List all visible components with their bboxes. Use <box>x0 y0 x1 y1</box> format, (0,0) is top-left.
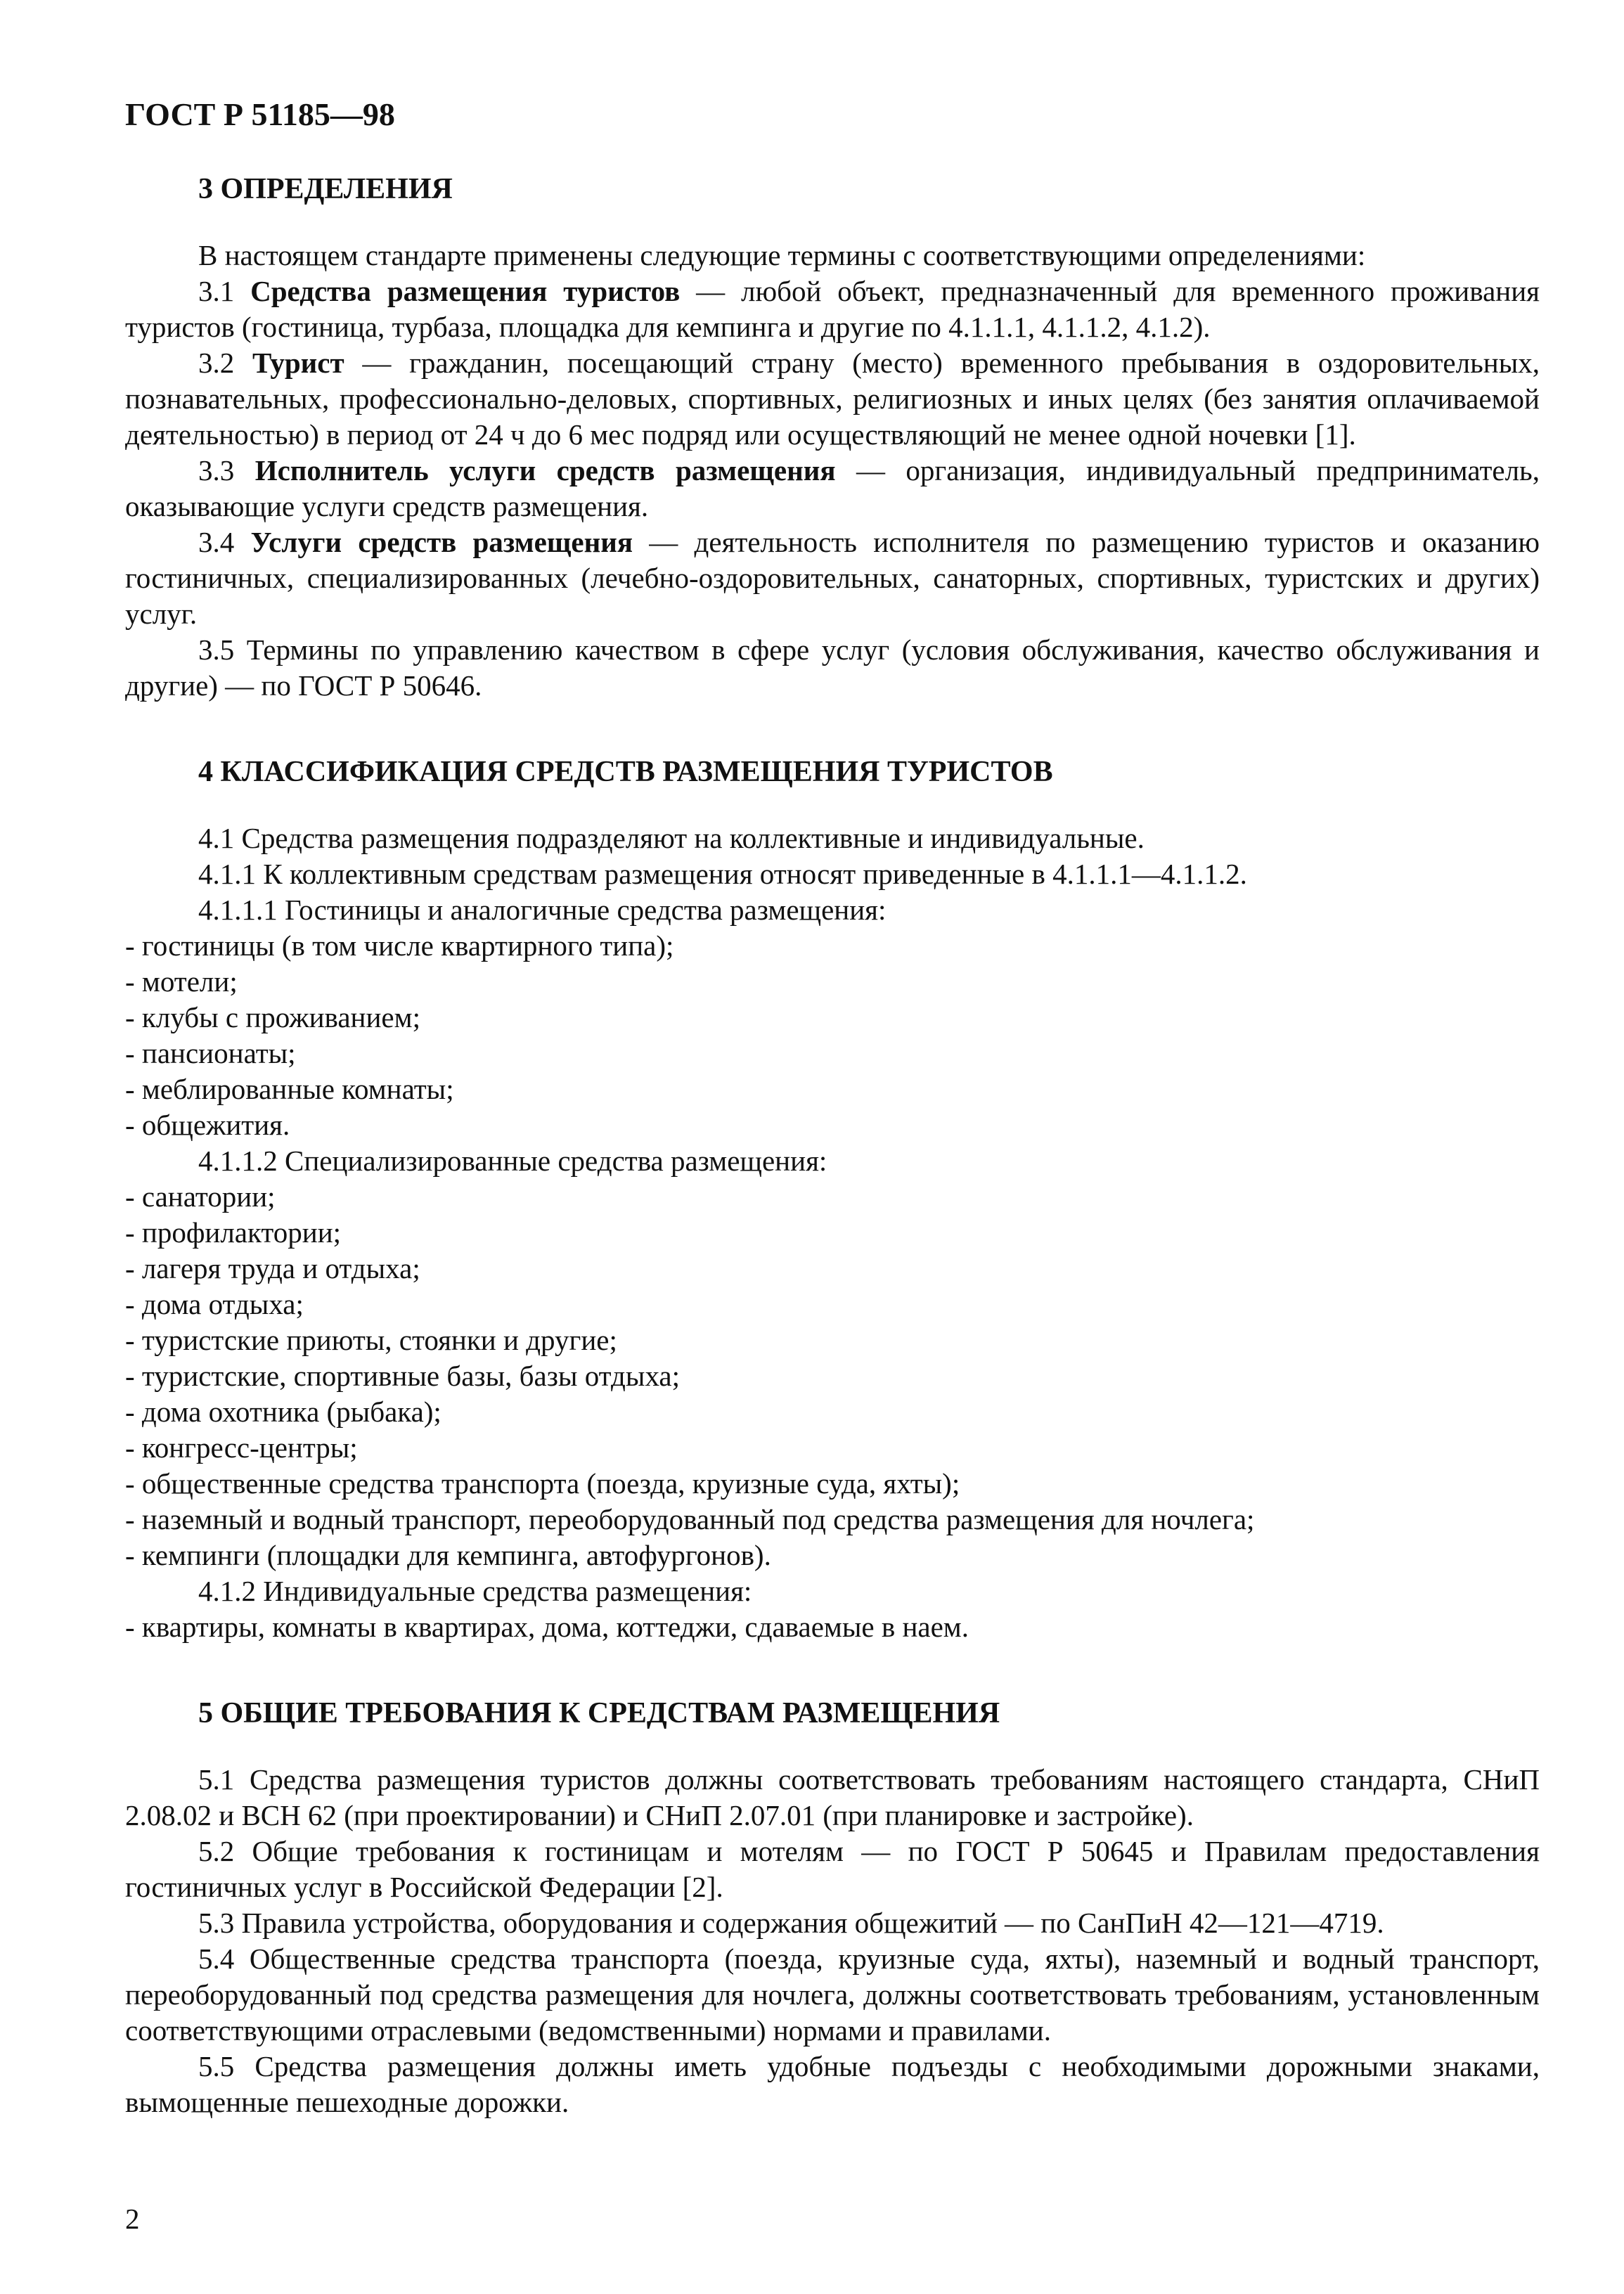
section-4 <box>125 757 1540 1645</box>
section-3-intro: В настоящем стандарте применены следующие термины с соответствующими определениями: <box>198 239 1366 271</box>
list-item: - клубы с проживанием; <box>125 1001 420 1033</box>
definition-3-1: 3.1 Средства размещения туристов — любой объект, предназначенный для временного проживания туристов (гостиница, турбаза, площадка для кемпинга и другие по 4.1.1.1, 4.1.1.2, 4.1.2). <box>125 275 1540 343</box>
page-number: 2 <box>125 2203 140 2235</box>
clause-5-2: 5.2 Общие требования к гостиницам и мотелям — по ГОСТ Р 50645 и Правилам предоставления гостиничных услуг в Российской Федерации [2]. <box>125 1835 1540 1903</box>
clause-5-3: 5.3 Правила устройства, оборудования и содержания общежитий — по СанПиН 42—121—4719. <box>198 1907 1384 1939</box>
list-item: - меблированные комнаты; <box>125 1073 454 1105</box>
term-3-1: Средства размещения туристов <box>250 275 681 307</box>
list-item: - общежития. <box>125 1109 290 1141</box>
list-item: - санатории; <box>125 1180 276 1213</box>
list-item: - гостиницы (в том числе квартирного типа); <box>125 929 674 962</box>
list-item: - туристские приюты, стоянки и другие; <box>125 1324 617 1356</box>
clause-5-4: 5.4 Общественные средства транспорта (поезда, круизные суда, яхты), наземный и водный транспорт, переоборудованный под средства размещения для ночлега, должны соответствовать требованиям, установленным соответствующими отраслевыми (ведомственными) нормами и правилами. <box>125 1942 1540 2047</box>
list-hotels <box>125 928 1540 1143</box>
list-item: - туристские, спортивные базы, базы отдыха; <box>125 1360 680 1392</box>
term-3-4: Услуги средств размещения <box>250 526 633 558</box>
section-4-heading: 4 КЛАССИФИКАЦИЯ СРЕДСТВ РАЗМЕЩЕНИЯ ТУРИСТОВ <box>198 756 1053 788</box>
list-item: - кемпинги (площадки для кемпинга, автофургонов). <box>125 1539 771 1571</box>
list-item: - лагеря труда и отдыха; <box>125 1252 420 1284</box>
definition-3-3: 3.3 Исполнитель услуги средств размещения — организация, индивидуальный предприниматель, оказывающие услуги средств размещения. <box>125 454 1540 522</box>
list-item: - дома отдыха; <box>125 1288 304 1320</box>
term-3-2: Турист <box>252 347 344 379</box>
section-5-heading: 5 ОБЩИЕ ТРЕБОВАНИЯ К СРЕДСТВАМ РАЗМЕЩЕНИЯ <box>198 1697 1000 1729</box>
section-3-heading: 3 ОПРЕДЕЛЕНИЯ <box>198 173 453 205</box>
standard-header: ГОСТ Р 51185—98 <box>125 96 395 132</box>
list-item: - профилактории; <box>125 1216 342 1249</box>
clause-4-1-1: 4.1.1 К коллективным средствам размещения относят приведенные в 4.1.1.1—4.1.1.2. <box>198 858 1247 890</box>
list-item: - пансионаты; <box>125 1037 296 1069</box>
list-item: - дома охотника (рыбака); <box>125 1396 442 1428</box>
list-individual <box>125 1609 1540 1645</box>
definition-3-4: 3.4 Услуги средств размещения — деятельность исполнителя по размещению туристов и оказанию гостиничных, специализированных (лечебно-оздоровительных, санаторных, спортивных, туристских и других) услуг. <box>125 526 1540 630</box>
clause-5-1: 5.1 Средства размещения туристов должны соответствовать требованиям настоящего стандарта, СНиП 2.08.02 и ВСН 62 (при проектировании) и СНиП 2.07.01 (при планировке и застройке). <box>125 1763 1540 1831</box>
list-item: - общественные средства транспорта (поезда, круизные суда, яхты); <box>125 1467 960 1500</box>
list-item: - квартиры, комнаты в квартирах, дома, коттеджи, сдаваемые в наем. <box>125 1611 969 1643</box>
clause-5-5: 5.5 Средства размещения должны иметь удобные подъезды с необходимыми дорожными знаками, вымощенные пешеходные дорожки. <box>125 2050 1540 2118</box>
definition-3-2: 3.2 Турист — гражданин, посещающий страну (место) временного пребывания в оздоровительных, познавательных, профессионально-деловых, спортивных, религиозных и иных целях (без занятия оплачиваемой деятельностью) в период от 24 ч до 6 мес подряд или осуществляющий не менее одной ночевки [1]. <box>125 347 1540 451</box>
list-item: - мотели; <box>125 965 238 998</box>
list-item: - наземный и водный транспорт, переоборудованный под средства размещения для ночлега; <box>125 1503 1255 1535</box>
section-3 <box>125 174 1540 704</box>
clause-4-1: 4.1 Средства размещения подразделяют на коллективные и индивидуальные. <box>198 822 1145 854</box>
term-3-3: Исполнитель услуги средств размещения <box>254 454 836 486</box>
definition-3-5: 3.5 Термины по управлению качеством в сфере услуг (условия обслуживания, качество обслуживания и другие) — по ГОСТ Р 50646. <box>125 633 1540 702</box>
list-item: - конгресс-центры; <box>125 1431 358 1464</box>
list-specialized <box>125 1179 1540 1573</box>
clause-4-1-1-2: 4.1.1.2 Специализированные средства размещения: <box>198 1145 827 1177</box>
section-5 <box>125 1699 1540 2120</box>
clause-4-1-1-1: 4.1.1.1 Гостиницы и аналогичные средства размещения: <box>198 894 887 926</box>
clause-4-1-2: 4.1.2 Индивидуальные средства размещения: <box>198 1575 752 1607</box>
